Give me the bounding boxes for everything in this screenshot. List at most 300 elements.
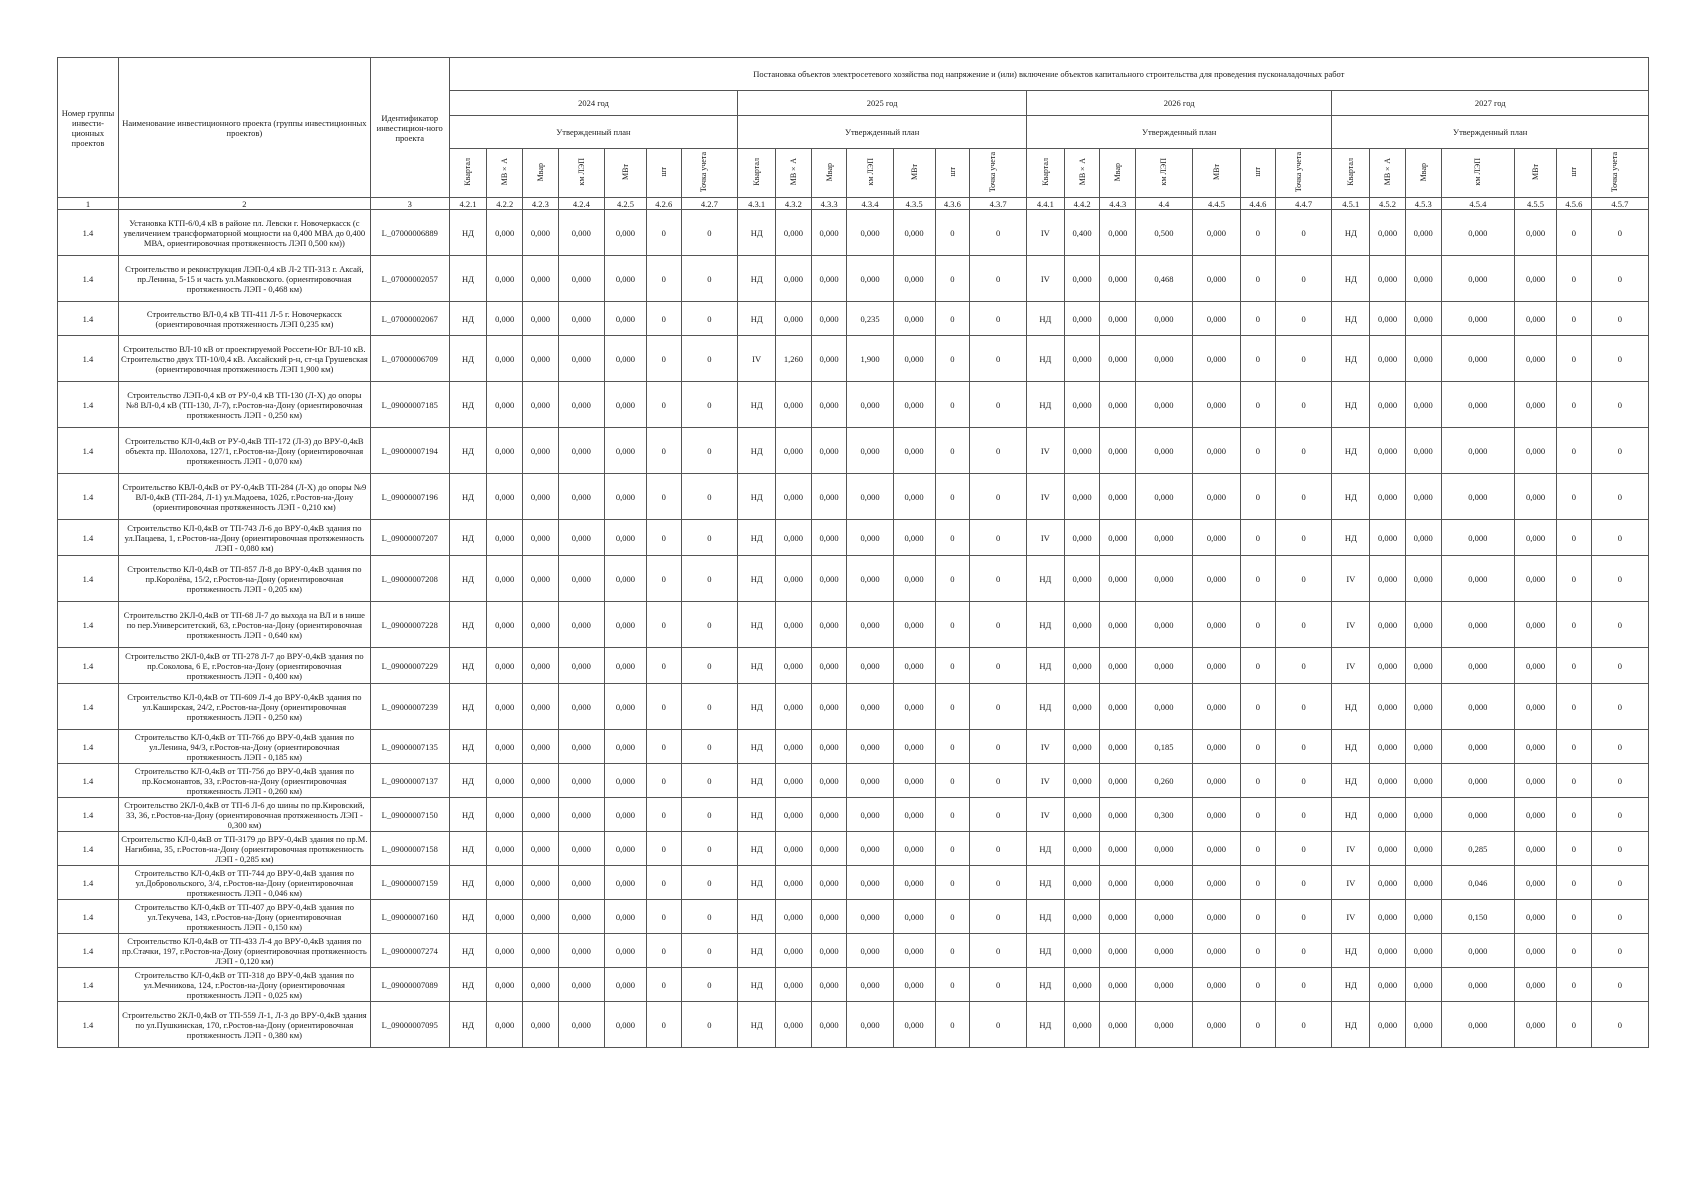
value-cell: 0,000 xyxy=(487,730,523,764)
value-cell: 0,000 xyxy=(1100,866,1136,900)
value-cell: 0,500 xyxy=(1136,210,1193,256)
value-cell: НД xyxy=(1332,428,1370,474)
value-cell: 0 xyxy=(1275,520,1332,556)
value-cell: 0,000 xyxy=(487,968,523,1002)
value-cell: 0 xyxy=(1275,968,1332,1002)
value-cell: 0,000 xyxy=(893,428,935,474)
value-cell: 0 xyxy=(646,648,681,684)
value-cell: 0,000 xyxy=(558,556,604,602)
value-cell: НД xyxy=(738,866,776,900)
value-cell: 0,000 xyxy=(893,866,935,900)
value-cell: 0 xyxy=(681,602,738,648)
value-cell: НД xyxy=(449,866,487,900)
value-cell: 0,000 xyxy=(1100,520,1136,556)
value-cell: 0,000 xyxy=(847,798,893,832)
value-cell: 0 xyxy=(970,900,1027,934)
value-cell: 0 xyxy=(646,684,681,730)
value-cell: 0 xyxy=(970,968,1027,1002)
value-cell: 0,000 xyxy=(487,474,523,520)
table-row xyxy=(58,556,1649,602)
value-cell: 0,000 xyxy=(893,684,935,730)
value-cell: 0,000 xyxy=(1405,382,1441,428)
value-cell: 0,000 xyxy=(893,900,935,934)
value-cell: 0,000 xyxy=(1405,1002,1441,1048)
col-ident-header: Идентификатор инвестицион-ного проекта xyxy=(370,58,449,198)
group-number-cell: 1.4 xyxy=(58,1002,119,1048)
group-number-cell: 1.4 xyxy=(58,336,119,382)
value-cell: 0 xyxy=(646,798,681,832)
unit-label: Мвар xyxy=(1418,162,1428,182)
value-cell: 0,000 xyxy=(604,730,646,764)
value-cell: 0,000 xyxy=(487,900,523,934)
table-row xyxy=(58,730,1649,764)
value-cell: 0,000 xyxy=(1064,336,1100,382)
project-id-cell: L_09000007135 xyxy=(370,730,449,764)
value-cell: 0,000 xyxy=(847,730,893,764)
value-cell: 0,000 xyxy=(1136,968,1193,1002)
value-cell: 0,000 xyxy=(1064,474,1100,520)
value-cell: 0 xyxy=(1275,934,1332,968)
value-cell: НД xyxy=(449,210,487,256)
group-number-cell: 1.4 xyxy=(58,602,119,648)
value-cell: НД xyxy=(1026,1002,1064,1048)
table-row xyxy=(58,832,1649,866)
value-cell: НД xyxy=(738,684,776,730)
value-cell: 0,000 xyxy=(1405,684,1441,730)
value-cell: НД xyxy=(738,474,776,520)
value-cell: 0 xyxy=(935,968,970,1002)
value-cell: НД xyxy=(449,428,487,474)
value-cell: 0,000 xyxy=(1441,1002,1514,1048)
value-cell: 0,000 xyxy=(811,602,847,648)
value-cell: 0 xyxy=(1591,520,1648,556)
value-cell: 0,000 xyxy=(1370,764,1406,798)
value-cell: 0,000 xyxy=(1064,684,1100,730)
value-cell: IV xyxy=(1332,602,1370,648)
project-name-cell: Строительство КЛ-0,4кВ от ТП-318 до ВРУ-0,4кВ здания по ул.Мечникова, 124, г.Ростов-на-Дону (ориентировочная протяженность ЛЭП - 0,025 км) xyxy=(118,968,370,1002)
value-cell: НД xyxy=(738,1002,776,1048)
value-cell: 0,000 xyxy=(811,832,847,866)
value-cell: 0,000 xyxy=(1136,684,1193,730)
value-cell: 0 xyxy=(1241,798,1276,832)
value-cell: 0 xyxy=(970,1002,1027,1048)
value-cell: 0,000 xyxy=(893,256,935,302)
value-cell: 0 xyxy=(646,302,681,336)
value-cell: 0,000 xyxy=(1515,648,1557,684)
value-cell: 0,000 xyxy=(1441,256,1514,302)
value-cell: НД xyxy=(449,900,487,934)
value-cell: 0,000 xyxy=(1405,648,1441,684)
value-cell: 0,000 xyxy=(1192,1002,1240,1048)
project-name-cell: Строительство и реконструкция ЛЭП-0,4 кВ Л-2 ТП-313 г. Аксай, пр.Ленина, 5-15 и часть ул.Маяковского. (ориентировочная протяженность ЛЭП - 0,468 км) xyxy=(118,256,370,302)
value-cell: 0,000 xyxy=(604,336,646,382)
project-name-cell: Строительство 2КЛ-0,4кВ от ТП-278 Л-7 до ВРУ-0,4кВ здания по пр.Соколова, 6 Е, г.Ростов-на-Дону (ориентировочная протяженность ЛЭП - 0,400 км) xyxy=(118,648,370,684)
value-cell: 0,000 xyxy=(1136,336,1193,382)
value-cell: 0,000 xyxy=(811,428,847,474)
value-cell: НД xyxy=(1332,474,1370,520)
value-cell: 0,000 xyxy=(487,832,523,866)
value-cell: 0,000 xyxy=(893,336,935,382)
value-cell: 0 xyxy=(1275,684,1332,730)
unit-header xyxy=(1100,149,1136,198)
column-number: 4.2.1 xyxy=(449,198,487,210)
column-number: 2 xyxy=(118,198,370,210)
value-cell: НД xyxy=(1026,684,1064,730)
value-cell: НД xyxy=(738,798,776,832)
value-cell: 0,000 xyxy=(523,684,559,730)
value-cell: 0,000 xyxy=(1370,900,1406,934)
value-cell: 0,000 xyxy=(604,520,646,556)
value-cell: 0,000 xyxy=(1100,382,1136,428)
value-cell: 0,000 xyxy=(847,428,893,474)
project-id-cell: L_09000007159 xyxy=(370,866,449,900)
value-cell: 0,000 xyxy=(1192,474,1240,520)
unit-label: км ЛЭП xyxy=(865,158,875,186)
column-number: 4.4.6 xyxy=(1241,198,1276,210)
value-cell: 0,000 xyxy=(1441,382,1514,428)
project-name-cell: Строительство 2КЛ-0,4кВ от ТП-68 Л-7 до выхода на ВЛ и в нише по пер.Университетский, 63, г.Ростов-на-Дону (ориентировочная протяженность ЛЭП - 0,640 км) xyxy=(118,602,370,648)
project-id-cell: L_07000006889 xyxy=(370,210,449,256)
unit-header xyxy=(1026,149,1064,198)
value-cell: 0,000 xyxy=(776,730,812,764)
value-cell: 0 xyxy=(1241,730,1276,764)
value-cell: 0,000 xyxy=(1064,798,1100,832)
value-cell: 0 xyxy=(935,866,970,900)
value-cell: 0,000 xyxy=(1100,210,1136,256)
project-name-cell: Строительство КЛ-0,4кВ от РУ-0,4кВ ТП-172 (Л-3) до ВРУ-0,4кВ объекта пр. Шолохова, 127/1, г.Ростов-на-Дону (ориентировочная протяженность ЛЭП - 0,070 км) xyxy=(118,428,370,474)
value-cell: 0,000 xyxy=(1370,256,1406,302)
value-cell: 0,000 xyxy=(1441,730,1514,764)
value-cell: 0,000 xyxy=(1515,256,1557,302)
value-cell: НД xyxy=(1332,1002,1370,1048)
value-cell: 0,000 xyxy=(847,210,893,256)
value-cell: 0 xyxy=(935,428,970,474)
value-cell: 0,000 xyxy=(893,798,935,832)
value-cell: 0 xyxy=(935,832,970,866)
value-cell: 0,000 xyxy=(1370,832,1406,866)
project-id-cell: L_09000007239 xyxy=(370,684,449,730)
unit-header xyxy=(449,149,487,198)
value-cell: 0,000 xyxy=(1405,556,1441,602)
value-cell: 0,000 xyxy=(1064,520,1100,556)
value-cell: 0,000 xyxy=(1370,520,1406,556)
value-cell: 0,000 xyxy=(847,648,893,684)
header-row-title xyxy=(58,58,1649,91)
project-id-cell: L_09000007194 xyxy=(370,428,449,474)
value-cell: 0,000 xyxy=(487,684,523,730)
column-number: 4.4.2 xyxy=(1064,198,1100,210)
value-cell: 0,000 xyxy=(1136,302,1193,336)
value-cell: 0 xyxy=(646,556,681,602)
value-cell: 0 xyxy=(1591,428,1648,474)
value-cell: 0 xyxy=(1241,648,1276,684)
value-cell: 0,000 xyxy=(847,556,893,602)
value-cell: 0,000 xyxy=(1100,302,1136,336)
group-number-cell: 1.4 xyxy=(58,648,119,684)
value-cell: 0,000 xyxy=(1100,648,1136,684)
value-cell: 0,260 xyxy=(1136,764,1193,798)
unit-label: км ЛЭП xyxy=(1159,158,1169,186)
project-id-cell: L_09000007160 xyxy=(370,900,449,934)
unit-label: шт xyxy=(947,167,957,177)
value-cell: IV xyxy=(1026,764,1064,798)
value-cell: 0,000 xyxy=(776,382,812,428)
unit-header xyxy=(1441,149,1514,198)
value-cell: 0,000 xyxy=(1370,602,1406,648)
value-cell: 0,000 xyxy=(1064,602,1100,648)
project-id-cell: L_09000007196 xyxy=(370,474,449,520)
unit-label: шт xyxy=(1569,167,1579,177)
value-cell: НД xyxy=(1332,336,1370,382)
value-cell: 0,000 xyxy=(1100,934,1136,968)
value-cell: 0,000 xyxy=(1370,382,1406,428)
value-cell: 0 xyxy=(1275,1002,1332,1048)
value-cell: 0,000 xyxy=(487,520,523,556)
value-cell: 0 xyxy=(1591,934,1648,968)
value-cell: 0,000 xyxy=(523,382,559,428)
value-cell: НД xyxy=(1332,210,1370,256)
value-cell: 1,900 xyxy=(847,336,893,382)
value-cell: 0 xyxy=(1275,556,1332,602)
plan-header: Утвержденный план xyxy=(1332,116,1649,149)
value-cell: НД xyxy=(738,302,776,336)
value-cell: НД xyxy=(1026,968,1064,1002)
unit-label: Мвар xyxy=(824,162,834,182)
project-id-cell: L_09000007274 xyxy=(370,934,449,968)
value-cell: 0 xyxy=(681,764,738,798)
value-cell: НД xyxy=(1332,798,1370,832)
value-cell: 0,000 xyxy=(1100,474,1136,520)
value-cell: 0,000 xyxy=(558,866,604,900)
column-number-row xyxy=(58,198,1649,210)
value-cell: 0,000 xyxy=(776,968,812,1002)
value-cell: 0,000 xyxy=(893,474,935,520)
project-id-cell: L_09000007185 xyxy=(370,382,449,428)
value-cell: 0,000 xyxy=(558,302,604,336)
value-cell: 0,000 xyxy=(1370,684,1406,730)
value-cell: 0 xyxy=(1591,382,1648,428)
value-cell: 0,000 xyxy=(604,382,646,428)
value-cell: 0,000 xyxy=(776,302,812,336)
column-number: 3 xyxy=(370,198,449,210)
value-cell: 0,000 xyxy=(1136,934,1193,968)
value-cell: 0,000 xyxy=(1405,210,1441,256)
value-cell: 0,000 xyxy=(604,256,646,302)
value-cell: 0 xyxy=(970,648,1027,684)
value-cell: 0,000 xyxy=(847,382,893,428)
value-cell: НД xyxy=(449,474,487,520)
value-cell: 0,000 xyxy=(893,648,935,684)
value-cell: 0,000 xyxy=(1100,556,1136,602)
table-row xyxy=(58,764,1649,798)
value-cell: 0 xyxy=(681,302,738,336)
group-number-cell: 1.4 xyxy=(58,302,119,336)
value-cell: 0,000 xyxy=(1192,764,1240,798)
unit-header xyxy=(1241,149,1276,198)
project-name-cell: Строительство КЛ-0,4кВ от ТП-609 Л-4 до ВРУ-0,4кВ здания по ул.Каширская, 24/2, г.Ростов-на-Дону (ориентировочная протяженность ЛЭП - 0,250 км) xyxy=(118,684,370,730)
unit-header xyxy=(1591,149,1648,198)
table-row xyxy=(58,474,1649,520)
value-cell: 0 xyxy=(970,256,1027,302)
value-cell: 0 xyxy=(1241,684,1276,730)
value-cell: 0,000 xyxy=(1515,556,1557,602)
unit-header xyxy=(1557,149,1592,198)
value-cell: 0,000 xyxy=(1405,602,1441,648)
value-cell: IV xyxy=(1332,556,1370,602)
value-cell: 0,000 xyxy=(1100,968,1136,1002)
column-number: 4.5.5 xyxy=(1515,198,1557,210)
column-number: 4.3.1 xyxy=(738,198,776,210)
value-cell: НД xyxy=(449,1002,487,1048)
value-cell: 0,000 xyxy=(847,256,893,302)
value-cell: 0,300 xyxy=(1136,798,1193,832)
value-cell: НД xyxy=(449,556,487,602)
group-number-cell: 1.4 xyxy=(58,900,119,934)
table-row xyxy=(58,520,1649,556)
project-name-cell: Строительство КЛ-0,4кВ от ТП-756 до ВРУ-0,4кВ здания по пр.Космонавтов, 33, г.Ростов-на-Дону (ориентировочная протяженность ЛЭП - 0,260 км) xyxy=(118,764,370,798)
value-cell: 0,000 xyxy=(811,684,847,730)
unit-header xyxy=(893,149,935,198)
value-cell: 0,000 xyxy=(523,730,559,764)
value-cell: 0 xyxy=(646,256,681,302)
table-row xyxy=(58,968,1649,1002)
value-cell: 0,000 xyxy=(811,336,847,382)
value-cell: 0,000 xyxy=(1515,764,1557,798)
value-cell: 0,000 xyxy=(1192,602,1240,648)
value-cell: 0,000 xyxy=(523,256,559,302)
value-cell: 0,000 xyxy=(558,474,604,520)
group-number-cell: 1.4 xyxy=(58,798,119,832)
value-cell: 0,000 xyxy=(558,1002,604,1048)
value-cell: 0,000 xyxy=(1136,602,1193,648)
value-cell: IV xyxy=(1026,256,1064,302)
value-cell: 0,000 xyxy=(776,520,812,556)
value-cell: 0,000 xyxy=(1064,256,1100,302)
value-cell: 0 xyxy=(1557,832,1592,866)
value-cell: 0,000 xyxy=(776,256,812,302)
value-cell: 0 xyxy=(935,730,970,764)
value-cell: НД xyxy=(449,832,487,866)
value-cell: 0,000 xyxy=(1515,428,1557,474)
value-cell: 0,000 xyxy=(1064,1002,1100,1048)
value-cell: 0,000 xyxy=(1515,520,1557,556)
value-cell: 0,000 xyxy=(558,798,604,832)
value-cell: 0,000 xyxy=(1100,900,1136,934)
value-cell: 0 xyxy=(935,256,970,302)
column-number: 4.4.3 xyxy=(1100,198,1136,210)
column-number: 4.3.5 xyxy=(893,198,935,210)
column-number: 4.2.7 xyxy=(681,198,738,210)
value-cell: 0 xyxy=(1557,648,1592,684)
group-number-cell: 1.4 xyxy=(58,520,119,556)
value-cell: 0,000 xyxy=(847,684,893,730)
value-cell: 0,000 xyxy=(523,336,559,382)
value-cell: 0,000 xyxy=(558,648,604,684)
group-number-cell: 1.4 xyxy=(58,730,119,764)
unit-label: Мвар xyxy=(535,162,545,182)
value-cell: НД xyxy=(1332,302,1370,336)
value-cell: 0,000 xyxy=(1136,648,1193,684)
table-row xyxy=(58,382,1649,428)
value-cell: 0,000 xyxy=(558,764,604,798)
value-cell: 0,000 xyxy=(1405,798,1441,832)
column-number: 4.2.4 xyxy=(558,198,604,210)
value-cell: 0 xyxy=(1275,900,1332,934)
value-cell: IV xyxy=(1026,474,1064,520)
unit-label: шт xyxy=(1253,167,1263,177)
value-cell: 0,000 xyxy=(523,556,559,602)
value-cell: 0 xyxy=(1275,256,1332,302)
value-cell: IV xyxy=(1332,900,1370,934)
value-cell: 0,000 xyxy=(1515,210,1557,256)
project-name-cell: Строительство ЛЭП-0,4 кВ от РУ-0,4 кВ ТП-130 (Л-Х) до опоры №8 ВЛ-0,4 кВ (ТП-130, Л-7), г.Ростов-на-Дону (ориентировочная протяженность ЛЭП - 0,250 км) xyxy=(118,382,370,428)
value-cell: 0,000 xyxy=(1441,336,1514,382)
value-cell: 0,000 xyxy=(1441,520,1514,556)
value-cell: 0,000 xyxy=(1192,684,1240,730)
value-cell: 0,000 xyxy=(847,934,893,968)
value-cell: 0 xyxy=(646,1002,681,1048)
value-cell: 0 xyxy=(1241,520,1276,556)
value-cell: 0,000 xyxy=(1370,866,1406,900)
value-cell: 0 xyxy=(681,520,738,556)
value-cell: 0 xyxy=(681,900,738,934)
value-cell: 0,000 xyxy=(1441,474,1514,520)
value-cell: 0,000 xyxy=(1441,602,1514,648)
value-cell: НД xyxy=(449,934,487,968)
value-cell: 0 xyxy=(1591,336,1648,382)
value-cell: 0,000 xyxy=(604,866,646,900)
value-cell: 0 xyxy=(1591,730,1648,764)
column-number: 4.2.6 xyxy=(646,198,681,210)
value-cell: 0 xyxy=(1557,798,1592,832)
value-cell: 0,185 xyxy=(1136,730,1193,764)
value-cell: НД xyxy=(1332,730,1370,764)
value-cell: 0,000 xyxy=(558,428,604,474)
value-cell: 0,000 xyxy=(811,382,847,428)
column-number: 4.4.7 xyxy=(1275,198,1332,210)
value-cell: 0,000 xyxy=(1441,210,1514,256)
value-cell: 0,000 xyxy=(523,968,559,1002)
project-name-cell: Строительство ВЛ-0,4 кВ ТП-411 Л-5 г. Новочеркасск (ориентировочная протяженность ЛЭП 0,235 км) xyxy=(118,302,370,336)
value-cell: НД xyxy=(738,832,776,866)
value-cell: 0 xyxy=(1557,968,1592,1002)
value-cell: 0,000 xyxy=(1441,556,1514,602)
unit-header xyxy=(523,149,559,198)
value-cell: 0 xyxy=(1591,900,1648,934)
value-cell: 0 xyxy=(681,210,738,256)
value-cell: НД xyxy=(1026,556,1064,602)
value-cell: 0,000 xyxy=(1136,474,1193,520)
value-cell: 0,000 xyxy=(1100,428,1136,474)
value-cell: 0,000 xyxy=(558,602,604,648)
group-number-cell: 1.4 xyxy=(58,934,119,968)
value-cell: 0,000 xyxy=(523,934,559,968)
value-cell: 0,000 xyxy=(487,866,523,900)
value-cell: НД xyxy=(1332,684,1370,730)
value-cell: 0,000 xyxy=(1064,764,1100,798)
value-cell: 0,000 xyxy=(1515,302,1557,336)
value-cell: 0,000 xyxy=(1515,934,1557,968)
value-cell: 0,000 xyxy=(811,302,847,336)
unit-label: Мвар xyxy=(1113,162,1123,182)
value-cell: 0,000 xyxy=(1515,474,1557,520)
unit-label: МВ×А xyxy=(788,158,798,186)
value-cell: 0 xyxy=(646,764,681,798)
unit-header xyxy=(970,149,1027,198)
unit-header xyxy=(487,149,523,198)
group-number-cell: 1.4 xyxy=(58,764,119,798)
value-cell: 0,000 xyxy=(1515,866,1557,900)
